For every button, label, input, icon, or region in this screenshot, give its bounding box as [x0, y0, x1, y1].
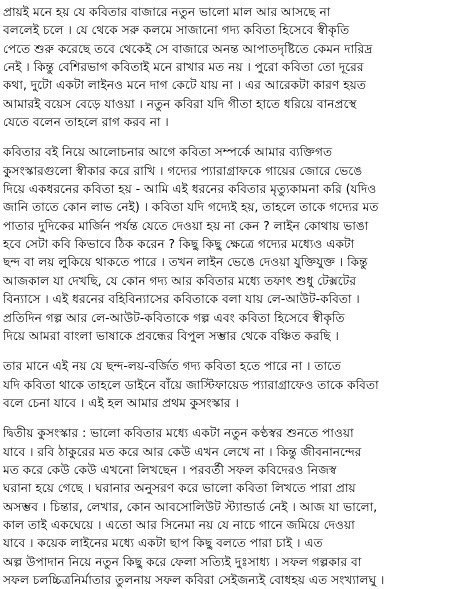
text-line: কথা, দুটো একটা লাইনও মনে দাগ কেটে যায় না । এর আরেকটা কারণ হয়ত — [3, 78, 366, 93]
paragraph — [3, 3, 453, 131]
document-body — [3, 3, 453, 589]
text-line: তার মানে এই নয় যে ছন্দ-লয়-বর্জিত গদ্য কবিতা হতে পারে না । তাতে — [3, 359, 342, 374]
text-line: কবিতার বই নিয়ে আলোচনার আগে কবিতা সম্পর্কে আমার ব্যক্তিগত — [3, 145, 333, 160]
text-line: দিয়ে আমরা বাংলা ভাষাকে প্রবন্ধের বিপুল সম্ভার থেকে বঞ্চিত করছি । — [3, 328, 339, 343]
text-line: যেতে বলেন তাহলে রাগ করব না । — [3, 115, 169, 130]
text-line: ছন্দ বা লয় লুকিয়ে থাকতে পারে । তখন লাইন ভেঙে দেওয়া যুক্তিযুক্ত । কিন্তু — [3, 255, 368, 270]
text-line: যাবে । রবি ঠাকুরের মত করে আর কেউ এখন লেখে না । কিন্তু জীবনানন্দের — [3, 444, 362, 459]
text-line: বলে চেনা যাবে । এই হল আমার প্রথম কুসংস্কার । — [3, 395, 239, 410]
text-line: অল্প উপাদান নিয়ে নতুন কিছু করে ফেলা সত্যিই দুঃসাধ্য । সফল গল্পকার বা — [3, 554, 362, 569]
text-line: প্রায়ই মনে হয় যে কবিতার বাজারে নতুন ভালো মাল আর আসছে না — [3, 5, 331, 19]
paragraph — [3, 424, 453, 589]
text-line: হবে সেটা কবি কিভাবে ঠিক করেন ? কিছু কিছু ক্ষেত্রে গদ্যের মধ্যেও একটা — [3, 237, 355, 252]
text-line: কুসংস্কারগুলো স্বীকার করে রাখি । গদ্যের প্যারাগ্রাফকে গায়ের জোরে ভেঙে — [3, 163, 363, 178]
text-line: কাল তাই একঘেয়ে । এতো আর সিনেমা নয় যে নাচে গানে জমিয়ে দেওয়া — [3, 517, 355, 532]
text-line: আমারই বয়েস বেড়ে যাওয়া । নতুন কবিরা যদি গীতা হাতে ধরিয়ে বানপ্রস্থে — [3, 96, 357, 111]
text-line: ঘরানা হয়ে গেছে । ঘরানার অনুসরণ করে ভালো কবিতা লিখতে পারা প্রায় — [3, 481, 356, 496]
text-line: দিয়ে একধরনের কবিতা হয় - আমি এই ধরনের কবিতার মৃত্যুকামনা করি (যদিও — [3, 182, 377, 197]
text-line: পাতার দুদিকের মার্জিন পর্যন্ত যেতে দেওয়া হয় না কেন ? লাইন কোথায় ভাঙা — [3, 218, 369, 233]
text-line: দ্বিতীয় কুসংস্কার : ভালো কবিতার মধ্যে একটা নতুন কণ্ঠস্বর শুনতে পাওয়া — [3, 426, 354, 441]
text-line: প্রতিদিন গল্প আর লে-আউট-কবিতাকে গল্প এবং কবিতা হিসেবে স্বীকৃতি — [3, 310, 345, 325]
text-line: মত করে কেউ কেউ এখনো লিখছেন । পরবর্তী সফল কবিদেরও নিজস্ব — [3, 462, 337, 477]
text-line: সফল চলচ্চিত্রনির্মাতার তুলনায় সফল কবিরা সেইজন্যই বোধহয় এত সংখ্যালঘু । — [3, 572, 385, 587]
text-line: পেতে শুরু করেছে তবে থেকেই সে বাজারে অনন্ত আপাতদৃষ্টিতে কেমন দারিদ্র — [3, 41, 373, 56]
text-line: বললেই চলে । যে থেকে সরু কলমে সাজানো গদ্য কবিতা হিসেবে স্বীকৃতি — [3, 23, 350, 38]
text-line: আজকাল যা দেখছি, যে কোন গদ্য আর কবিতার মধ্যে তফাৎ শুধু টেক্সটের — [3, 273, 357, 288]
text-line: জানি তাতে কোন লাভ নেই) । কবিতা যদি গদ্যেই হয়, তাহলে তাকে গদ্যের মত — [3, 200, 379, 215]
paragraph — [3, 143, 453, 345]
text-line: নেই । কিন্তু বেশিরভাগ কবিতাই মনে রাখার মত নয় । পুরো কবিতা তো দূরের — [3, 60, 364, 75]
text-line: যাবে । কয়েক লাইনের মধ্যে একটা ছাপ কিছু বলতে পারা চাই । এত — [3, 536, 323, 551]
text-line: যদি কবিতা থাকে তাহলে ডাইনে বাঁয়ে জাস্টিফায়েড প্যারাগ্রাফেও তাকে কবিতা — [3, 377, 379, 392]
text-line: বিন্যাসে । এই ধরনের বহিবিন্যাসের কবিতাকে বলা যায় লে-আউট-কবিতা । — [3, 292, 360, 307]
paragraph — [3, 357, 453, 412]
text-line: অসম্ভব । চিন্তার, লেখার, কোন আবসোলিউট স্ট্যান্ডার্ড নেই । আজ যা ভালো, — [3, 499, 378, 514]
